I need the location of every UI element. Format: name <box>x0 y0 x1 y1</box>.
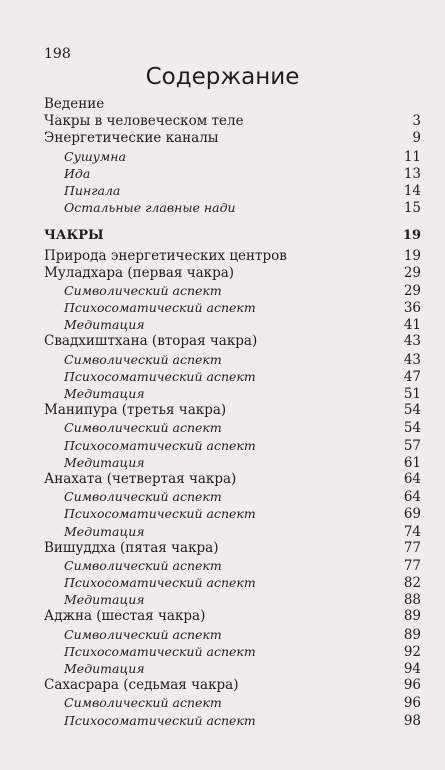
toc-subentry <box>44 282 421 299</box>
toc-page-number: 98 <box>403 712 421 729</box>
toc-subentry <box>44 454 421 471</box>
toc-page-number: 43 <box>403 333 421 350</box>
toc-entry-title: Символический аспект <box>64 489 222 505</box>
toc-subentry <box>44 385 421 402</box>
toc-entry-title: Остальные главные нади <box>64 200 236 216</box>
toc-page-number: 61 <box>403 454 421 471</box>
toc-page-number: 89 <box>403 608 421 625</box>
toc-entry-title: Психосоматический аспект <box>64 506 256 522</box>
toc-entry-title: Психосоматический аспект <box>64 437 256 453</box>
toc-subentry <box>44 591 421 608</box>
toc-entry-title: Психосоматический аспект <box>64 575 256 591</box>
toc-subentry <box>44 694 421 711</box>
toc-subentry <box>44 299 421 316</box>
toc-page-number: 54 <box>403 420 421 437</box>
toc-page-number: 96 <box>403 677 421 694</box>
toc-page-number: 74 <box>403 523 421 540</box>
toc-entry-title: Символический аспект <box>64 282 222 298</box>
toc-entry-title: Пингала <box>64 182 121 198</box>
toc-subentry <box>44 165 421 182</box>
toc-entry <box>44 96 421 113</box>
toc-page-number: 94 <box>403 661 421 677</box>
table-of-contents <box>44 96 421 729</box>
toc-entry <box>44 333 421 350</box>
toc-entry-title: Энергетические каналы <box>44 130 219 147</box>
toc-entry-title: Символический аспект <box>64 420 222 436</box>
toc-subentry <box>44 351 421 368</box>
toc-entry-title: Медитация <box>64 317 145 333</box>
toc-entry-title: Медитация <box>64 661 145 676</box>
toc-entry-title: Сахасрара (седьмая чакра) <box>44 677 239 694</box>
toc-page-number: 82 <box>403 575 421 592</box>
toc-subentry <box>44 368 421 385</box>
toc-page-number: 96 <box>403 695 421 712</box>
toc-subentry <box>44 437 421 454</box>
toc-page-number: 13 <box>403 165 421 182</box>
toc-page-number: 19 <box>402 228 421 244</box>
toc-page-number: 9 <box>412 130 421 147</box>
toc-page-number: 47 <box>403 368 421 385</box>
toc-entry-title: Сушумна <box>64 148 126 164</box>
toc-subentry <box>44 488 421 505</box>
toc-entry <box>44 265 421 282</box>
toc-page-number: 41 <box>403 317 421 334</box>
toc-entry-title: Медитация <box>64 592 145 608</box>
toc-subentry <box>44 316 421 333</box>
toc-entry <box>44 608 421 625</box>
toc-subentry <box>44 523 421 540</box>
toc-page-number: 89 <box>403 626 421 643</box>
toc-entry-title: Ида <box>64 165 91 181</box>
toc-entry <box>44 677 421 694</box>
toc-subentry <box>44 557 421 574</box>
toc-entry-title: Аджна (шестая чакра) <box>44 608 206 625</box>
page-title: Содержание <box>145 64 300 90</box>
toc-entry <box>44 113 421 130</box>
toc-subentry <box>44 643 421 660</box>
toc-entry-title: Чакры в человеческом теле <box>44 113 244 130</box>
toc-page-number: 29 <box>403 264 421 281</box>
toc-page-number: 43 <box>403 351 421 368</box>
toc-entry <box>44 471 421 488</box>
toc-entry-title: Медитация <box>64 454 145 470</box>
toc-entry <box>44 540 421 557</box>
toc-entry-title: ЧАКРЫ <box>44 228 104 244</box>
toc-page-number: 77 <box>403 539 421 556</box>
toc-entry-title: Символический аспект <box>64 557 222 573</box>
toc-page-number: 36 <box>403 300 421 317</box>
toc-entry-title: Ведение <box>44 96 105 112</box>
toc-subentry <box>44 199 421 216</box>
toc-page-number: 92 <box>403 643 421 660</box>
toc-page-number: 14 <box>403 182 421 199</box>
toc-entry-title: Символический аспект <box>64 695 222 711</box>
toc-page-number: 3 <box>412 113 421 130</box>
toc-entry-title: Анахата (четвертая чакра) <box>44 470 237 487</box>
toc-page-number: 29 <box>403 282 421 299</box>
toc-subentry <box>44 626 421 643</box>
toc-subentry <box>44 574 421 591</box>
toc-entry-title: Медитация <box>64 386 145 401</box>
toc-subentry <box>44 660 421 677</box>
toc-entry-title: Символический аспект <box>64 626 222 642</box>
toc-entry-title: Манипура (третья чакра) <box>44 402 227 419</box>
toc-entry-title: Муладхара (первая чакра) <box>44 264 235 281</box>
toc-entry-title: Психосоматический аспект <box>64 300 256 316</box>
toc-page-number: 64 <box>403 489 421 506</box>
toc-subentry <box>44 182 421 199</box>
toc-page-number: 15 <box>403 200 421 217</box>
toc-entry-title: Вишуддха (пятая чакра) <box>44 539 219 556</box>
toc-page-number: 57 <box>403 437 421 454</box>
toc-page-number: 19 <box>403 247 421 264</box>
toc-entry-title: Природа энергетических центров <box>44 247 287 264</box>
toc-entry-title: Символический аспект <box>64 351 222 367</box>
toc-page-number: 88 <box>403 592 421 609</box>
toc-page-number: 51 <box>403 386 421 402</box>
toc-page-number: 77 <box>403 557 421 574</box>
toc-subentry <box>44 505 421 522</box>
toc-entry <box>44 130 421 147</box>
toc-entry <box>44 248 421 265</box>
toc-subentry <box>44 712 421 729</box>
toc-entry-title: Психосоматический аспект <box>64 368 256 384</box>
toc-page-number: 69 <box>403 506 421 523</box>
page-number: 198 <box>44 46 71 62</box>
toc-section-heading <box>44 227 421 244</box>
toc-page-number: 64 <box>403 470 421 487</box>
toc-entry-title: Свадхиштхана (вторая чакра) <box>44 333 258 350</box>
toc-subentry <box>44 148 421 165</box>
toc-entry-title: Психосоматический аспект <box>64 643 256 659</box>
toc-entry-title: Психосоматический аспект <box>64 712 256 728</box>
toc-subentry <box>44 419 421 436</box>
toc-entry-title: Медитация <box>64 523 145 539</box>
toc-page-number: 54 <box>403 402 421 419</box>
toc-page-number: 11 <box>403 148 421 165</box>
toc-entry <box>44 402 421 419</box>
